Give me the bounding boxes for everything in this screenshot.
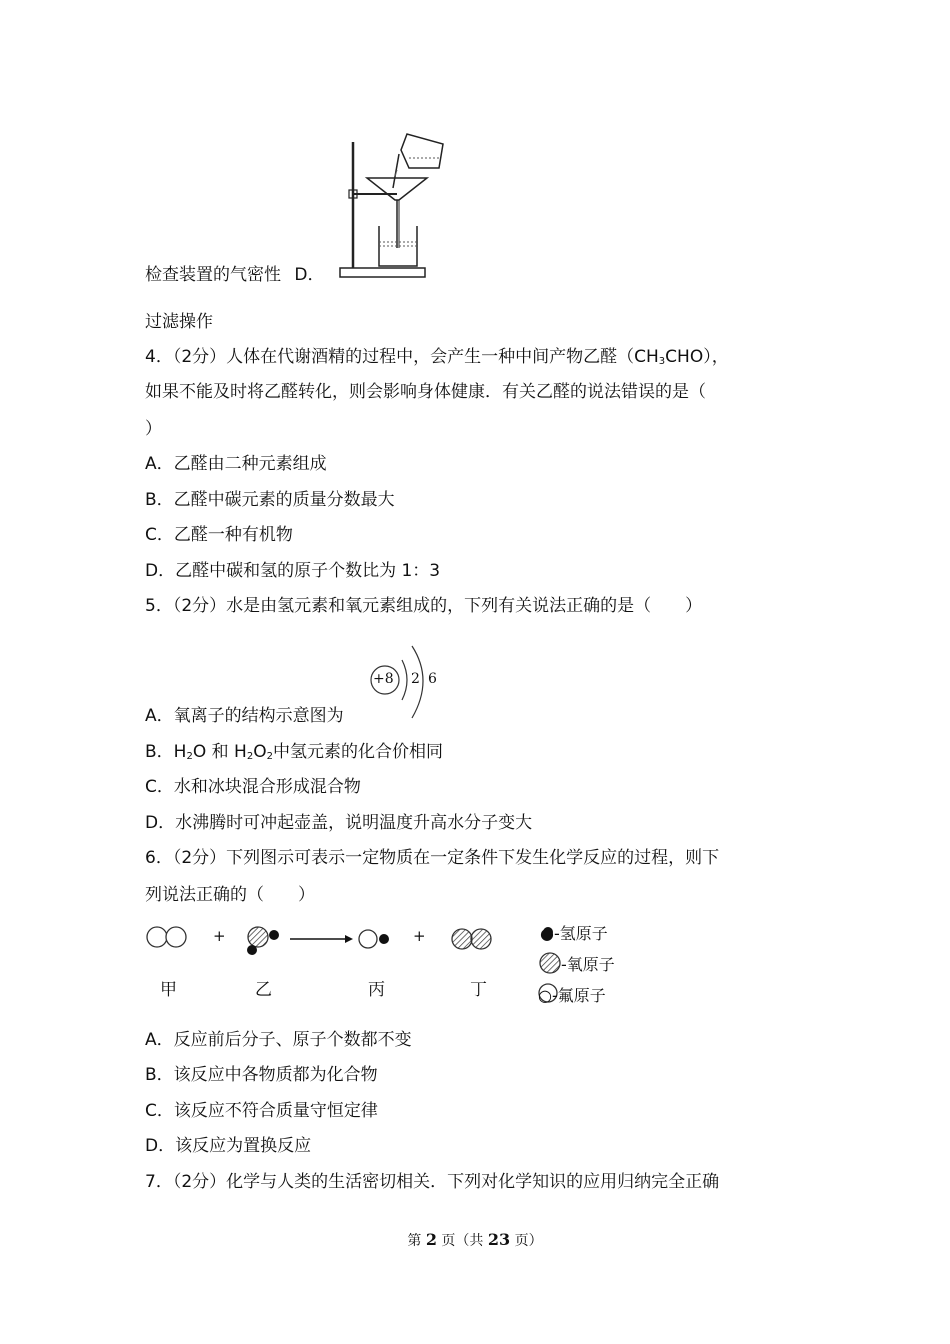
q4-stem-line2: 如果不能及时将乙醛转化，则会影响身体健康．有关乙醛的说法错误的是（ bbox=[145, 382, 706, 402]
q4-stem-line3: ） bbox=[145, 419, 162, 439]
q6-option-a: A．反应前后分子、原子个数都不变 bbox=[145, 1030, 412, 1050]
q3-c-text: 检查装置的气密性 bbox=[145, 265, 281, 285]
legend-oxygen: -氧原子 bbox=[561, 955, 615, 974]
q5-b-mid1: O 和 H bbox=[192, 742, 247, 762]
footer-post: 页） bbox=[510, 1233, 543, 1249]
q6-stem-line2: 列说法正确的（ ） bbox=[145, 885, 315, 905]
q5-stem: 5．（2分）水是由氢元素和氧元素组成的，下列有关说法正确的是（ ） bbox=[145, 596, 703, 616]
q4-option-d: D．乙醛中碳和氢的原子个数比为 1：3 bbox=[145, 561, 441, 581]
q5-b-post: 中氢元素的化合价相同 bbox=[272, 742, 443, 762]
q4-line1-sub: 3 bbox=[658, 356, 666, 367]
nucleus-charge: +8 bbox=[373, 671, 394, 687]
filtration-apparatus-figure bbox=[335, 130, 450, 280]
footer-mid: 页（共 bbox=[436, 1233, 488, 1249]
q7-stem-line1: 7．（2分）化学与人类的生活密切相关．下列对化学知识的应用归纳完全正确 bbox=[145, 1172, 720, 1192]
q6-option-c: C．该反应不符合质量守恒定律 bbox=[145, 1101, 378, 1121]
q5-b-sub1: 2 bbox=[186, 751, 193, 762]
q5-b-sub3: 2 bbox=[266, 751, 273, 762]
oxygen-ion-structure-diagram bbox=[368, 638, 448, 720]
q4-line1-post: CHO）， bbox=[665, 347, 729, 367]
plus-sign-1: + bbox=[213, 927, 226, 945]
label-jia: 甲 bbox=[160, 980, 177, 1000]
q4-option-a: A．乙醛由二种元素组成 bbox=[145, 454, 327, 474]
footer-pre: 第 bbox=[407, 1233, 426, 1249]
q6-option-d: D．该反应为置换反应 bbox=[145, 1136, 312, 1156]
reaction-diagram bbox=[140, 915, 640, 1010]
plus-sign-2: + bbox=[413, 927, 426, 945]
q5-option-b bbox=[145, 740, 443, 769]
label-bing: 丙 bbox=[368, 980, 385, 1000]
q3-d-text: 过滤操作 bbox=[145, 312, 213, 332]
legend-fluorine: ○-氟原子 bbox=[538, 986, 606, 1005]
q5-b-pre: B．H bbox=[145, 742, 187, 762]
footer-page-number: 2 bbox=[425, 1230, 437, 1249]
q6-stem-line1: 6．（2分）下列图示可表示一定物质在一定条件下发生化学反应的过程，则下 bbox=[145, 848, 720, 868]
q5-b-sub2: 2 bbox=[246, 751, 254, 762]
shell1-electrons: 2 bbox=[411, 671, 420, 687]
q4-line1-pre: 4．（2分）人体在代谢酒精的过程中，会产生一种中间产物乙醛（CH bbox=[145, 347, 659, 367]
label-ding: 丁 bbox=[470, 980, 487, 1000]
q3-option-c-tail bbox=[145, 263, 325, 287]
q6-option-b: B．该反应中各物质都为化合物 bbox=[145, 1065, 378, 1085]
label-yi: 乙 bbox=[255, 980, 272, 1000]
q4-option-b: B．乙醛中碳元素的质量分数最大 bbox=[145, 490, 395, 510]
legend-hydrogen: ●-氢原子 bbox=[540, 924, 608, 943]
q4-stem-line1 bbox=[145, 345, 729, 374]
q5-b-mid2: O bbox=[253, 742, 267, 762]
page-footer bbox=[0, 1230, 950, 1250]
q5-option-a: A．氧离子的结构示意图为 bbox=[145, 706, 344, 726]
q4-option-c: C．乙醛一种有机物 bbox=[145, 525, 293, 545]
q5-option-c: C．水和冰块混合形成混合物 bbox=[145, 777, 361, 797]
shell2-electrons: 6 bbox=[428, 671, 437, 687]
footer-total-pages: 23 bbox=[487, 1230, 511, 1249]
q5-option-d: D．水沸腾时可冲起壶盖，说明温度升高水分子变大 bbox=[145, 813, 533, 833]
q3-d-label: D． bbox=[294, 265, 325, 285]
